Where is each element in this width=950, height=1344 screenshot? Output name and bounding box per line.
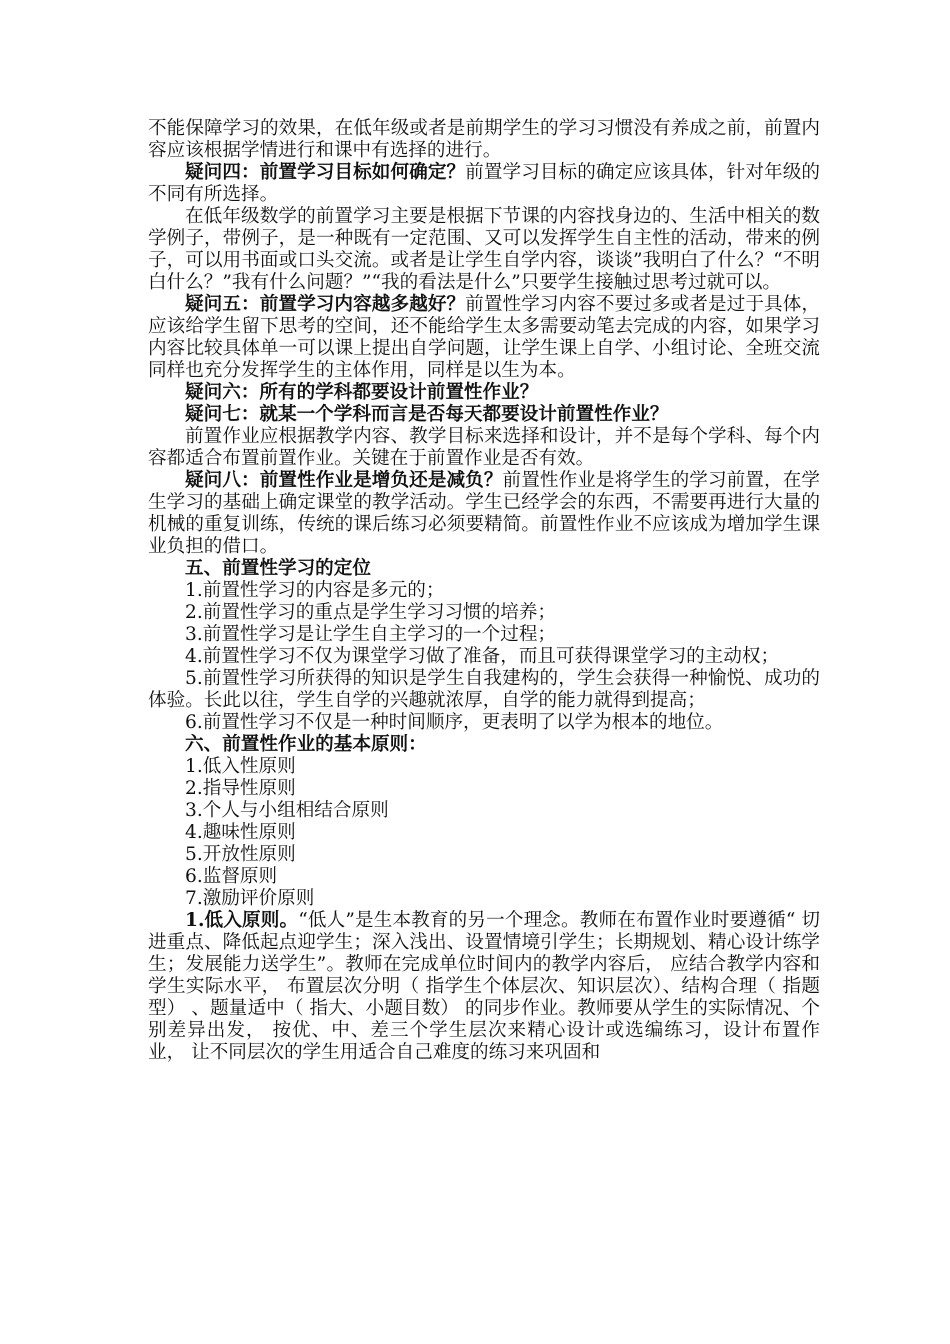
document-body (148, 118, 820, 1064)
list-item: 4.趣味性原则 (185, 822, 296, 843)
list-item: 1.前置性学习的内容是多元的； (185, 580, 445, 601)
question-eight (148, 470, 820, 558)
list-item: 1.低入性原则 (185, 756, 296, 777)
list-item: 3.前置性学习是让学生自主学习的一个过程； (185, 624, 557, 645)
principle-one-heading: 1.低入原则。 (185, 910, 299, 931)
list-item: 2.前置性学习的重点是学生学习习惯的培养； (185, 602, 557, 623)
list-item: 7.激励评价原则 (185, 888, 315, 909)
list-item: 2.指导性原则 (185, 778, 296, 799)
question-eight-text: 前置性作业是将学生的学习前置，在学生学习的基础上确定课堂的教学活动。学生已经学会的东西，不需要再进行大量的机械的重复训练，传统的课后练习必须要精简。前置性作业不应该成为增加学生课业负担的借口。 (148, 470, 820, 557)
question-five-heading: 疑问五：前置学习内容越多越好？ (185, 294, 466, 315)
list-item: 4.前置性学习不仅为课堂学习做了准备，而且可获得课堂学习的主动权； (185, 646, 780, 667)
paragraph-continuation: 不能保障学习的效果，在低年级或者是前期学生的学习习惯没有养成之前，前置内容应该根据学情进行和课中有选择的进行。 (148, 118, 820, 161)
list-item: 6.前置性学习不仅是一种时间顺序，更表明了以学为根本的地位。 (185, 712, 724, 733)
paragraph-homework-design: 前置作业应根据教学内容、教学目标来选择和设计，并不是每个学科、每个内容都适合布置前置作业。关键在于前置作业是否有效。 (148, 426, 820, 469)
list-item: 5.前置性学习所获得的知识是学生自我建构的，学生会获得一种愉悦、成功的体验。长此以往，学生自学的兴趣就浓厚，自学的能力就得到提高； (148, 668, 820, 711)
principle-one (148, 910, 820, 1064)
question-eight-heading: 疑问八：前置性作业是增负还是减负？ (185, 470, 503, 491)
list-item: 6.监督原则 (185, 866, 278, 887)
question-four (148, 162, 820, 206)
question-seven-heading: 疑问七：就某一个学科而言是否每天都要设计前置性作业？ (185, 404, 669, 425)
list-item: 3.个人与小组相结合原则 (185, 800, 389, 821)
question-four-heading: 疑问四：前置学习目标如何确定？ (185, 162, 466, 183)
question-five-text: 前置性学习内容不要过多或者是过于具体，应该给学生留下思考的空间，还不能给学生太多需要动笔去完成的内容，如果学习内容比较具体单一可以课上提出自学问题，让学生课上自学、小组讨论、全班交流同样也充分发挥学生的主体作用，同样是以生为本。 (148, 294, 820, 381)
question-six-heading: 疑问六：所有的学科都要设计前置性作业？ (185, 382, 539, 403)
question-five (148, 294, 820, 382)
list-item: 5.开放性原则 (185, 844, 296, 865)
section-five-heading: 五、前置性学习的定位 (185, 558, 371, 579)
principle-one-text: “低人”是生本教育的另一个理念。教师在布置作业时要遵循“ 切进重点、降低起点迎学生；深入浅出、设置情境引学生；长期规划、精心设计练学生；发展能力送学生”。教师在完成单位时间内的教学内容后， 应结合教学内容和学生实际水平， 布置层次分明（ 指学生个体层次、知识层次）、结构合理（ 指题型） 、题量适中（ 指大、小题目数） 的同步作业。教师要从学生的实际情况、个别差异出发， 按优、中、差三个学生层次来精心设计或选编练习，设计布置作业， 让不同层次的学生用适合自己难度的练习来巩固和 (148, 910, 820, 1063)
section-six-heading: 六、前置性作业的基本原则： (185, 734, 427, 755)
question-four-text: 前置学习目标的确定应该具体，针对年级的不同有所选择。 (148, 162, 820, 205)
paragraph-low-grade-math: 在低年级数学的前置学习主要是根据下节课的内容找身边的、生活中相关的数学例子，带例子，是一种既有一定范围、又可以发挥学生自主性的活动，带来的例子，可以用书面或口头交流。或者是让学生自学内容，谈谈”我明白了什么？“不明白什么？”我有什么问题？”“我的看法是什么”只要学生接触过思考过就可以。 (148, 206, 820, 293)
